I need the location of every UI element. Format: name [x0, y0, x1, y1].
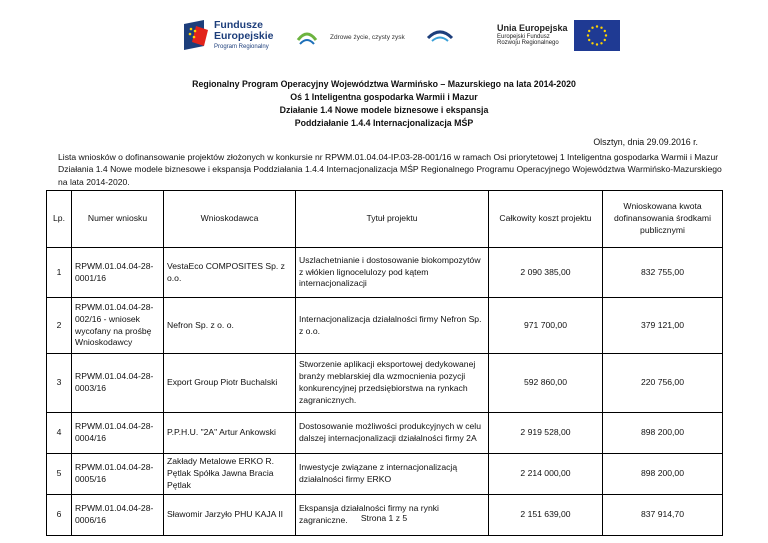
cell-lp: 4 — [47, 413, 72, 454]
heading-line-1: Regionalny Program Operacyjny Województwa Warmińsko – Mazurskiego na lata 2014-2020 — [192, 79, 576, 89]
warmia-slogan: Zdrowe życie, czysty zysk — [330, 33, 405, 41]
eu-star-icon — [595, 43, 597, 45]
cell-numer: RPWM.01.04.04-28-0004/16 — [72, 413, 164, 454]
cell-kwota: 832 755,00 — [603, 248, 723, 298]
eu-star-icon — [595, 25, 597, 27]
heading-line-3: Działanie 1.4 Nowe modele biznesowe i ekspansja — [279, 105, 489, 115]
fundusze-europejskie-logo — [182, 20, 274, 50]
logo-bar — [0, 14, 768, 64]
table-row — [47, 454, 723, 495]
cell-tytul: Uszlachetnianie i dostosowanie biokompozytów z włókien lignocelulozy pod kątem internacjonalizacji — [296, 248, 489, 298]
cell-wnioskodawca: VestaEco COMPOSITES Sp. z o.o. — [164, 248, 296, 298]
cell-wnioskodawca: Sławomir Jarzyło PHU KAJA II — [164, 495, 296, 536]
cell-lp: 1 — [47, 248, 72, 298]
cell-kwota: 837 914,70 — [603, 495, 723, 536]
cell-lp: 6 — [47, 495, 72, 536]
fe-line1: Fundusze — [214, 19, 263, 31]
eu-star-icon — [588, 39, 590, 41]
cell-lp: 3 — [47, 354, 72, 413]
eu-star-icon — [603, 39, 605, 41]
eu-star-icon — [604, 34, 606, 36]
warmia-mazury-mark-icon — [296, 26, 318, 48]
intro-paragraph: Lista wniosków o dofinansowanie projektów złożonych w konkursie nr RPWM.01.04.04-IP.03-28-001/16 w ramach Osi priorytetowej 1 Inteligentna gospodarka Warmii i Mazur Działania 1.4 Nowe modele biznesowe i ekspansja Poddziałania 1.4.4 Internacjonalizacja MŚP Regionalnego Programu Operacyjnego Województwa Warmińsko-Mazurskiego na lata 2014-2020. — [58, 152, 722, 187]
header-wnioskodawca: Wnioskodawca — [164, 191, 296, 248]
cell-numer: RPWM.01.04.04-28-0001/16 — [72, 248, 164, 298]
table-row — [47, 298, 723, 354]
cell-numer: RPWM.01.04.04-28-0006/16 — [72, 495, 164, 536]
cell-numer: RPWM.01.04.04-28-0003/16 — [72, 354, 164, 413]
cell-tytul: Dostosowanie możliwości produkcyjnych w celu dalszej internacjonalizacji działalności firmy 2A — [296, 413, 489, 454]
header-tytul: Tytuł projektu — [296, 191, 489, 248]
ue-line1: Unia Europejska — [497, 22, 568, 33]
region-mark-icon — [425, 26, 455, 44]
fundusze-europejskie-flag-icon — [182, 20, 210, 50]
cell-tytul: Inwestycje związane z internacjonalizacją działalności firmy ERKO — [296, 454, 489, 495]
cell-koszt: 971 700,00 — [489, 298, 603, 354]
cell-tytul: Ekspansja działalności firmy na rynki zagraniczne. — [296, 495, 489, 536]
cell-kwota: 220 756,00 — [603, 354, 723, 413]
heading-line-2: Oś 1 Inteligentna gospodarka Warmii i Mazur — [290, 92, 478, 102]
cell-tytul: Stworzenie aplikacji eksportowej dedykowanej branży meblarskiej dla wzmocnienia pozycji konkurencyjnej przedsiębiorstwa na rynkach zagranicznych. — [296, 354, 489, 413]
ue-line2: Europejski Fundusz — [497, 33, 550, 40]
cell-kwota: 898 200,00 — [603, 454, 723, 495]
cell-kwota: 898 200,00 — [603, 413, 723, 454]
header-kwota: Wnioskowana kwota dofinansowania środkami publicznymi — [603, 191, 723, 248]
cell-wnioskodawca: Export Group Piotr Buchalski — [164, 354, 296, 413]
table-row — [47, 354, 723, 413]
header-lp: Lp. — [47, 191, 72, 248]
cell-wnioskodawca: Nefron Sp. z o. o. — [164, 298, 296, 354]
eu-star-icon — [600, 42, 602, 44]
cell-tytul: Internacjonalizacja działalności firmy Nefron Sp. z o.o. — [296, 298, 489, 354]
cell-koszt: 2 919 528,00 — [489, 413, 603, 454]
cell-lp: 2 — [47, 298, 72, 354]
cell-lp: 5 — [47, 454, 72, 495]
unia-europejska-logo — [497, 20, 620, 51]
eu-star-icon — [586, 34, 588, 36]
table-row — [47, 248, 723, 298]
cell-kwota: 379 121,00 — [603, 298, 723, 354]
cell-wnioskodawca: P.P.H.U. "2A" Artur Ankowski — [164, 413, 296, 454]
cell-koszt: 2 151 639,00 — [489, 495, 603, 536]
applications-table — [46, 190, 723, 536]
document-date: Olsztyn, dnia 29.09.2016 r. — [593, 137, 698, 147]
header-koszt: Całkowity koszt projektu — [489, 191, 603, 248]
table-row — [47, 413, 723, 454]
eu-flag-icon — [574, 20, 620, 51]
eu-star-icon — [591, 27, 593, 29]
warmia-mazury-logo — [296, 26, 405, 48]
heading-line-4: Poddziałanie 1.4.4 Internacjonalizacja MŚP — [294, 118, 474, 128]
fe-line3: Program Regionalny — [214, 44, 269, 51]
table-header-row — [47, 191, 723, 248]
cell-koszt: 2 214 000,00 — [489, 454, 603, 495]
cell-wnioskodawca: Zakłady Metalowe ERKO R. Pętlak Spółka Jawna Bracia Pętlak — [164, 454, 296, 495]
cell-koszt: 2 090 385,00 — [489, 248, 603, 298]
fe-line2: Europejskie — [214, 30, 274, 43]
eu-star-icon — [603, 30, 605, 32]
header-numer: Numer wniosku — [72, 191, 164, 248]
page-number: Strona 1 z 5 — [360, 513, 408, 523]
eu-star-icon — [600, 27, 602, 29]
region-logo — [420, 26, 460, 49]
document-heading — [0, 78, 768, 130]
cell-numer: RPWM.01.04.04-28-002/16 - wniosek wycofany na prośbę Wnioskodawcy — [72, 298, 164, 354]
cell-koszt: 592 860,00 — [489, 354, 603, 413]
cell-numer: RPWM.01.04.04-28-0005/16 — [72, 454, 164, 495]
eu-star-icon — [591, 42, 593, 44]
eu-star-icon — [588, 30, 590, 32]
ue-line3: Rozwoju Regionalnego — [497, 40, 559, 47]
